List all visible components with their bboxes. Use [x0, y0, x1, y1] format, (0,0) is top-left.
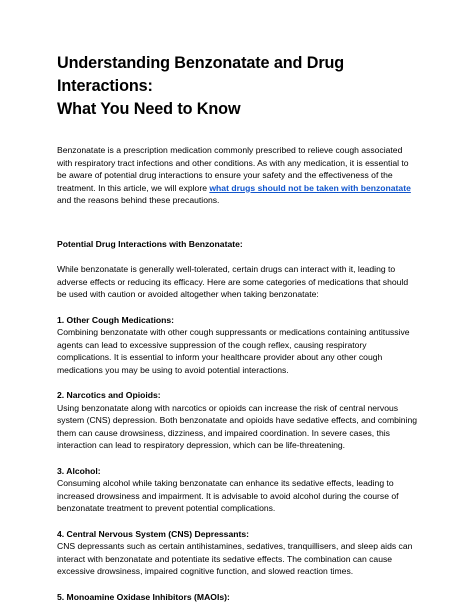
interaction-item-narcotics-opioids	[57, 389, 418, 452]
intro-paragraph	[57, 144, 418, 207]
item-title: 4. Central Nervous System (CNS) Depressants:	[57, 528, 249, 539]
item-title: 5. Monoamine Oxidase Inhibitors (MAOIs):	[57, 591, 230, 602]
interaction-item-maois	[57, 591, 418, 604]
item-body: Using benzonatate along with narcotics or opioids can increase the risk of central nervous system (CNS) depression. Both benzonatate and opioids have sedative effects, and combining them can cause drowsiness, dizziness, and impaired coordination. In severe cases, this interaction can lead to respiratory depression, which can be life-threatening.	[57, 402, 418, 451]
section-lead-paragraph: While benzonatate is generally well-tolerated, certain drugs can interact with it, leading to adverse effects or reducing its efficacy. Here are some categories of medications that should be used with caution or avoided altogether when taking benzonatate:	[57, 264, 409, 300]
title-line-2: What You Need to Know	[57, 100, 241, 118]
section-heading: Potential Drug Interactions with Benzonatate:	[57, 238, 243, 249]
interaction-item-alcohol	[57, 465, 418, 515]
item-body: CNS depressants such as certain antihistamines, sedatives, tranquillisers, and sleep aids can interact with benzonatate and potentiate its sedative effects. The combination can cause excessive drowsiness, impaired cognitive function, and slowed reaction times.	[57, 541, 413, 577]
intro-tail: and the reasons behind these precautions.	[57, 195, 220, 206]
interaction-item-cns-depressants	[57, 528, 418, 578]
page-title	[57, 52, 418, 121]
item-title: 1. Other Cough Medications:	[57, 314, 174, 325]
item-body: Combining benzonatate with other cough suppressants or medications containing antitussive agents can lead to excessive suppression of the cough reflex, causing respiratory complications. It is essential to inform your healthcare provider about any other cough medications you may be using to avoid potential interactions.	[57, 327, 410, 375]
item-title: 2. Narcotics and Opioids:	[57, 390, 161, 401]
benzonatate-interactions-link[interactable]: what drugs should not be taken with benzonatate	[209, 182, 411, 193]
title-line-1: Understanding Benzonatate and Drug Interactions:	[57, 54, 345, 95]
intro-text: Benzonatate is a prescription medication commonly prescribed to relieve cough associated with respiratory tract infections and other conditions. As with any medication, it is essential to be aware of potential drug interactions to ensure your safety and the effectiveness of the treatment. In this article, we will explore	[57, 145, 409, 193]
item-title: 3. Alcohol:	[57, 465, 101, 476]
item-body: Consuming alcohol while taking benzonatate can enhance its sedative effects, leading to increased drowsiness and impairment. It is advisable to avoid alcohol during the course of benzonatate treatment to prevent potential complications.	[57, 478, 399, 514]
interaction-item-cough-medications	[57, 314, 418, 377]
